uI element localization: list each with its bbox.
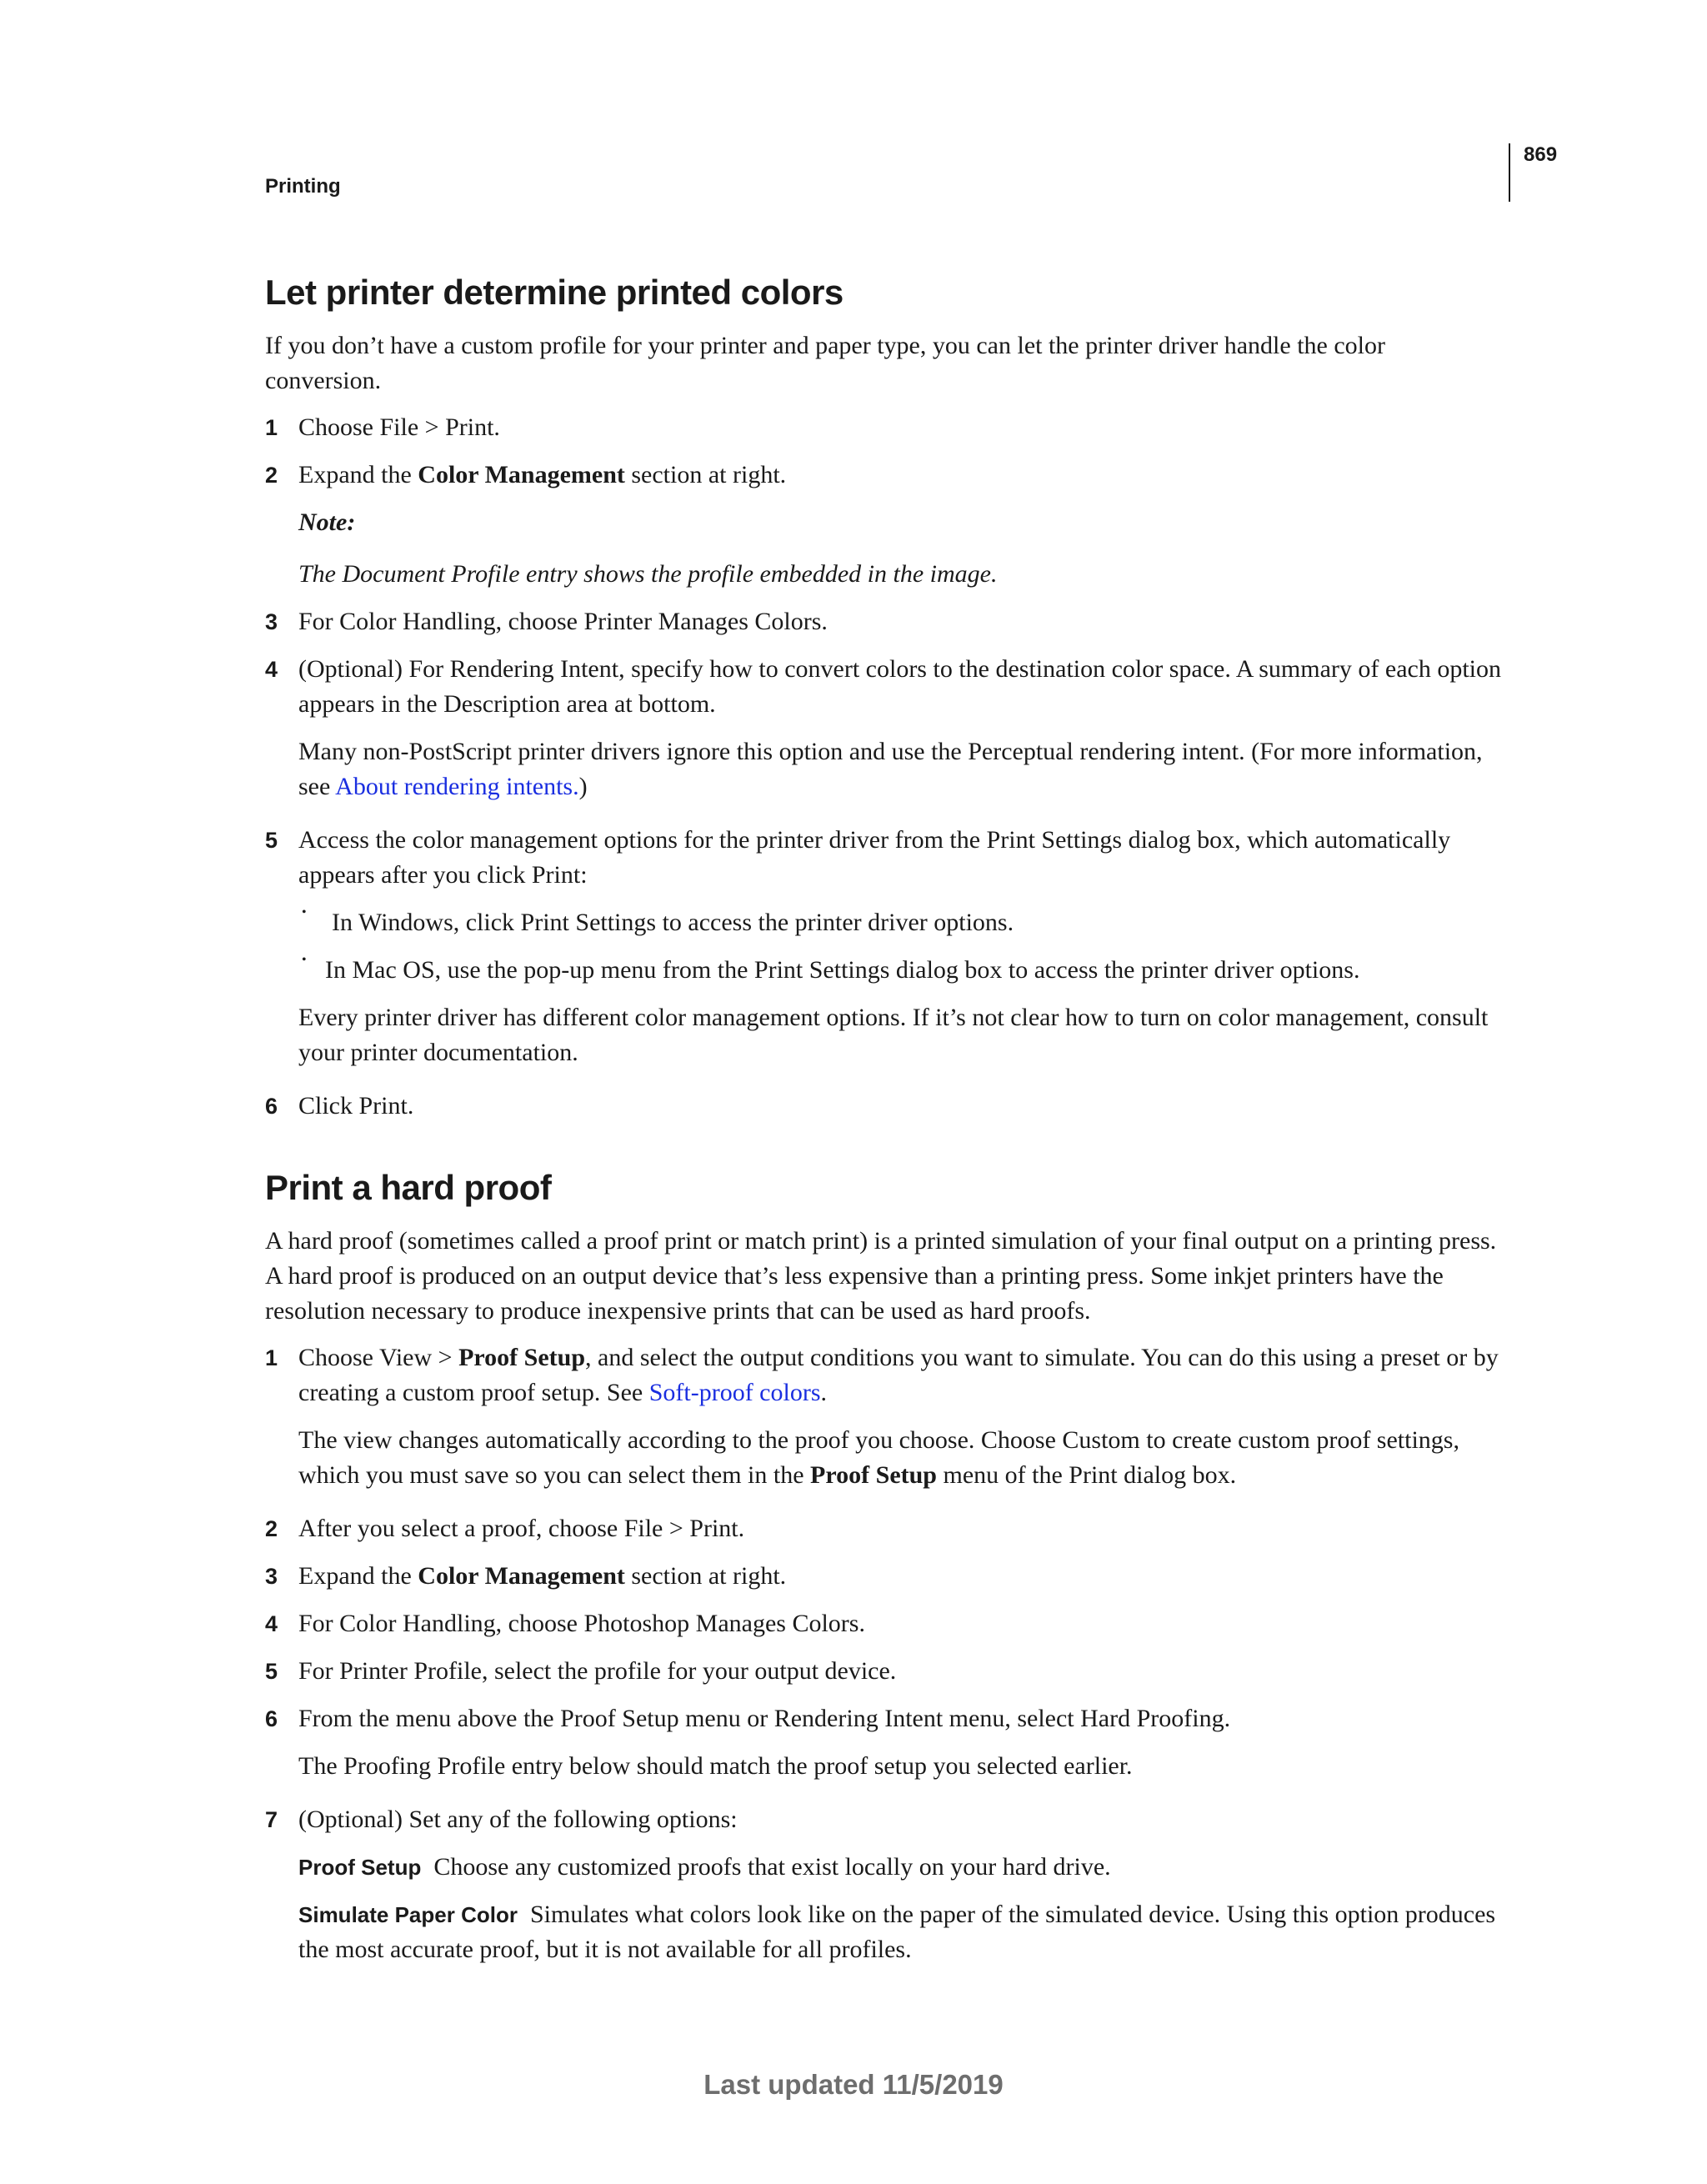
step-number: 4 (265, 657, 278, 682)
bullet-item (265, 905, 1507, 940)
list-item (265, 410, 1507, 445)
step-number: 3 (265, 609, 278, 634)
list-item (265, 823, 1507, 893)
ui-term: Color Management (418, 461, 625, 488)
section-intro: A hard proof (sometimes called a proof print or match print) is a printed simulation of your final output on a printing press. A hard proof is produced on an output device that’s less expensive than a printing press. Some inkjet printers have the resolution necessary to produce inexpensive prints that can be used as hard proofs. (265, 1227, 1497, 1325)
bullet-item (265, 953, 1507, 988)
list-item (265, 604, 1507, 639)
list-item (265, 1340, 1507, 1410)
header-rule (1509, 143, 1510, 202)
option-term: Simulate Paper Color (298, 1902, 518, 1927)
step-text: (Optional) Set any of the following options: (298, 1806, 738, 1833)
step-text: Choose View > Proof Setup, and select the output conditions you want to simulate. You can do this using a preset or by creating a custom proof setup. See Soft-proof colors. (298, 1344, 1499, 1406)
step-detail: The Proofing Profile entry below should match the proof setup you selected earlier. (298, 1752, 1133, 1780)
step-text: (Optional) For Rendering Intent, specify how to convert colors to the destination color space. A summary of each option appears in the Description area at bottom. (298, 655, 1501, 718)
bullet-text: In Windows, click Print Settings to access the printer driver options. (332, 909, 1014, 936)
step-detail: Every printer driver has different color management options. If it’s not clear how to turn on color management, consult your printer documentation. (298, 1004, 1489, 1066)
page-number: 869 (1524, 143, 1558, 166)
section-title-hard-proof: Print a hard proof (265, 1168, 552, 1207)
step-number: 5 (265, 828, 278, 853)
option-simulate-paper-color (265, 1897, 1507, 1967)
link-about-rendering-intents[interactable]: About rendering intents. (335, 773, 579, 800)
option-proof-setup (265, 1850, 1507, 1885)
list-item (265, 1606, 1507, 1641)
link-soft-proof-colors[interactable]: Soft-proof colors (648, 1379, 821, 1406)
bullet-icon: • (302, 953, 307, 967)
list-item (265, 652, 1507, 722)
list-item (265, 1559, 1507, 1594)
section-intro: If you don’t have a custom profile for your printer and paper type, you can let the printer driver handle the color conversion. (265, 332, 1385, 394)
option-description: Choose any customized proofs that exist locally on your hard drive. (433, 1853, 1111, 1881)
running-head: Printing (265, 175, 341, 198)
step-detail: Many non-PostScript printer drivers ignore this option and use the Perceptual rendering intent. (For more information, see About rendering intents.) (298, 738, 1483, 800)
list-item (265, 1701, 1507, 1736)
bullet-icon: • (302, 905, 307, 919)
list-item (265, 1654, 1507, 1689)
note-heading: Note: (298, 508, 356, 536)
step-number: 1 (265, 415, 278, 440)
step-number: 5 (265, 1659, 278, 1684)
list-item (265, 458, 1507, 493)
step-number: 6 (265, 1094, 278, 1119)
option-description: Simulates what colors look like on the paper of the simulated device. Using this option produces the most accurate proof, but it is not available for all profiles. (298, 1901, 1496, 1963)
step-text: Click Print. (298, 1092, 414, 1120)
note-body: The Document Profile entry shows the profile embedded in the image. (298, 560, 998, 588)
step-text: For Color Handling, choose Photoshop Manages Colors. (298, 1610, 865, 1637)
list-item (265, 1802, 1507, 1837)
bullet-text: In Mac OS, use the pop-up menu from the Print Settings dialog box to access the printer driver options. (325, 956, 1360, 984)
step-text: Expand the Color Management section at right. (298, 461, 787, 488)
ui-term: Color Management (418, 1562, 625, 1590)
footer-last-updated: Last updated 11/5/2019 (703, 2069, 1004, 2100)
step-number: 3 (265, 1564, 278, 1589)
step-number: 2 (265, 463, 278, 488)
step-number: 4 (265, 1611, 278, 1636)
step-number: 2 (265, 1516, 278, 1541)
document-body (265, 265, 1507, 1980)
section-title-let-printer: Let printer determine printed colors (265, 273, 843, 312)
step-text: From the menu above the Proof Setup menu or Rendering Intent menu, select Hard Proofing. (298, 1705, 1231, 1732)
step-text: For Printer Profile, select the profile for your output device. (298, 1657, 897, 1685)
step-detail: The view changes automatically according to the proof you choose. Choose Custom to create custom proof settings, which you must save so you can select them in the Proof Setup menu of the Print dialog box. (298, 1426, 1459, 1489)
list-item (265, 1511, 1507, 1546)
step-text: Expand the Color Management section at right. (298, 1562, 787, 1590)
step-number: 6 (265, 1706, 278, 1731)
step-number: 7 (265, 1807, 278, 1832)
ui-term: Proof Setup (810, 1461, 937, 1489)
ui-term: Proof Setup (458, 1344, 586, 1371)
step-text: Access the color management options for the printer driver from the Print Settings dialog box, which automatically appears after you click Print: (298, 826, 1451, 889)
step-text: Choose File > Print. (298, 413, 500, 441)
step-text: After you select a proof, choose File > Print. (298, 1515, 745, 1542)
step-text: For Color Handling, choose Printer Manages Colors. (298, 608, 828, 635)
option-term: Proof Setup (298, 1855, 422, 1880)
step-number: 1 (265, 1345, 278, 1370)
list-item (265, 1089, 1507, 1124)
note (265, 505, 1507, 592)
